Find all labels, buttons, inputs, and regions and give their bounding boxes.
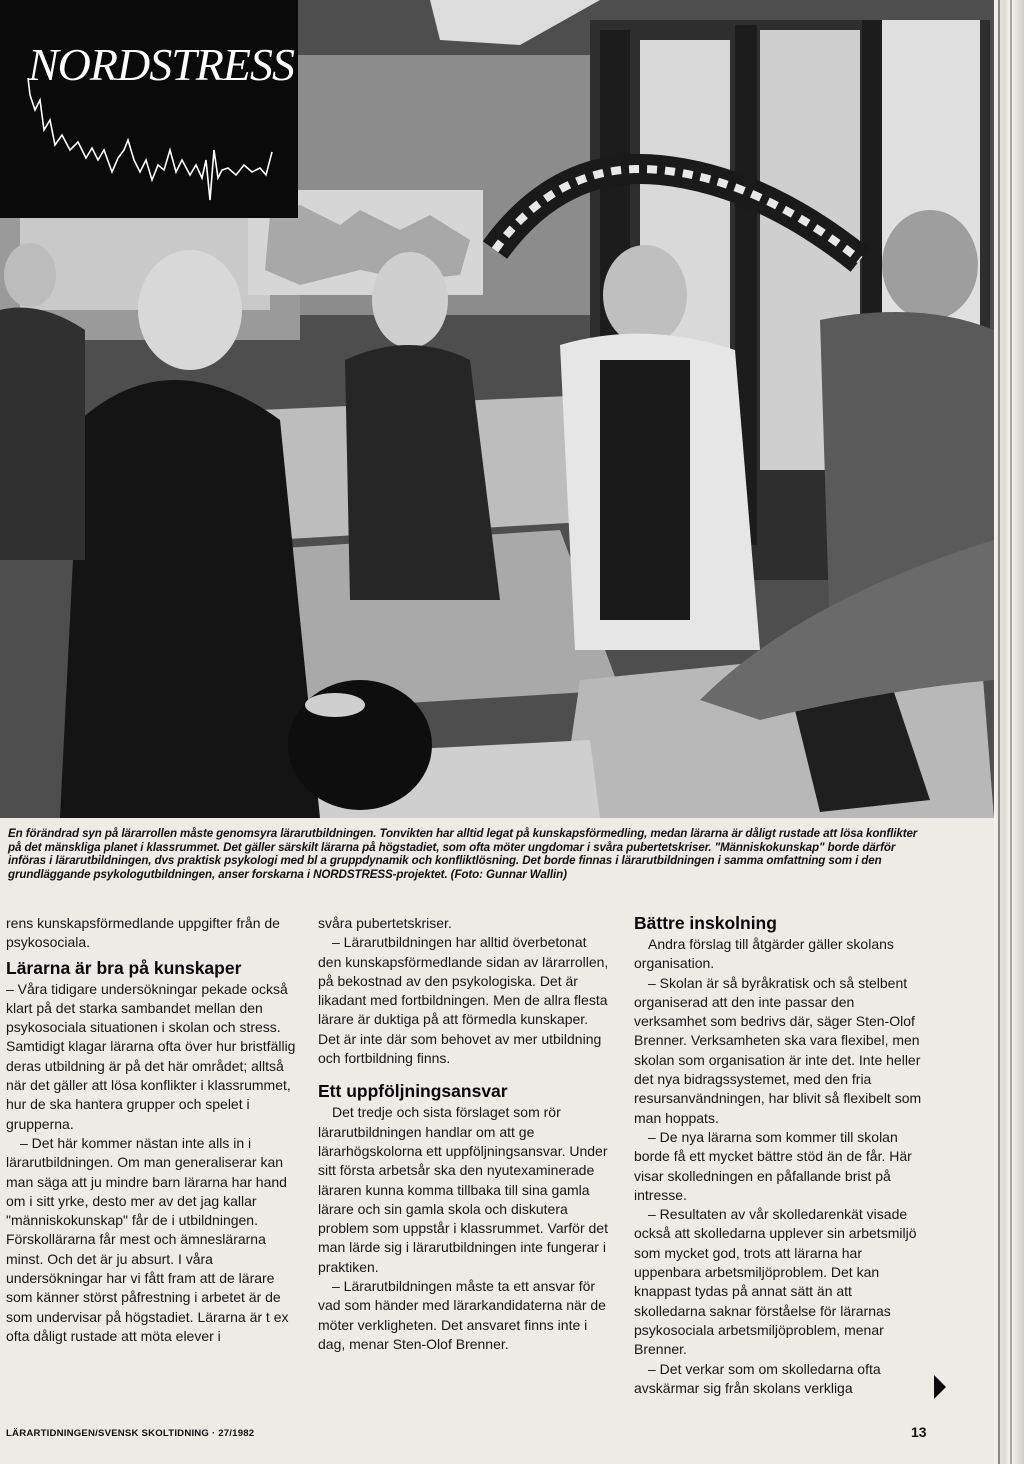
paragraph: – Det här kommer nästan inte alls in i lärarutbildningen. Om man generaliserar kan man säga att ju mindre barn lärarna har hand om i sitt yrke, desto mer av det jag kallar "människokunskap" får de i utbildningen. Förskollärarna får mest och ämneslärarna minst. Och det är ju absurt. I våra undersökningar har vi fått fram att de lärare som känner störst påfrestning i arbetet är de som undervisar på högstadiet. Lärarna är t ex ofta dåligt rustade att möta elever i <box>6 1134 289 1344</box>
edge-line <box>1010 0 1012 1464</box>
subheading: Lärarna är bra på kunskaper <box>6 957 242 978</box>
paragraph: – Lärarutbildningen måste ta ett ansvar för vad som händer med lärarkandidaterna när de möter verkligheten. Det ansvaret finns inte i dag, menar Sten-Olof Brenner. <box>318 1278 606 1352</box>
paragraph: – De nya lärarna som kommer till skolan borde få ett mycket bättre stöd än de får. Här visar skolledningen en påfallande brist på intresse. <box>634 1128 912 1203</box>
paragraph: – Det verkar som om skolledarna ofta avskärmar sig från skolans verkliga <box>634 1360 881 1396</box>
logo-title: NORDSTRESS <box>28 39 294 90</box>
subheading: Ett uppföljningsansvar <box>318 1081 508 1102</box>
photo-caption: En förändrad syn på lärarrollen måste genomsyra lärarutbildningen. Tonvikten har alltid legat på kunskapsförmedling, medan lärarna är dåligt rustade att lösa konflikter på det mänskliga planet i klassrummet. Det gäller särskilt lärarna på högstadiet, som ofta möter ungdomar i svåra pubertetskriser. "Människokunskap" borde därför införas i lärarutbildningen, dvs praktisk psykologi med bl a gruppdynamik och konfliktlösning. Det borde finnas i lärarutbildningen i samma omfattning som i den grundläggande psykologutbildningen, anser forskarna i NORDSTRESS-projektet. (Foto: Gunnar Wallin) <box>8 827 918 882</box>
paragraph: rens kunskapsförmedlande uppgifter från de psykosociala. <box>6 915 280 951</box>
paragraph: svåra pubertetskriser. <box>318 915 452 931</box>
article-column-3 <box>634 914 926 1398</box>
continue-arrow-icon <box>934 1375 946 1399</box>
paragraph: – Våra tidigare undersökningar pekade också klart på det starka sambandet mellan den psykosociala situationen i skolan och stress. Samtidigt klagar lärarna ofta över hur bristfällig deras utbildning är på det här området; alltså när det gäller att lösa konflikter i klassrummet, hur de ska hantera grupper och spelet i grupperna. <box>6 980 296 1132</box>
nordstress-logo <box>0 0 298 218</box>
paragraph: Det tredje och sista förslaget som rör lärarutbildningen handlar om att ge lärarhögskolorna ett uppföljningsansvar. Under sitt första arbetsår ska den nyutexaminerade läraren kunna komma tillbaka till sina gamla lärare och sin gamla skola och diskutera problem som uppstår i klassrummet. Varför det man lärde sig i lärarutbildningen inte fungerar i praktiken. <box>318 1104 608 1275</box>
article-column-1 <box>6 914 296 1346</box>
page-number: 13 <box>911 1424 927 1440</box>
article-column-2 <box>318 914 610 1354</box>
paragraph: – Resultaten av vår skolledarenkät visade också att skolledarna upplever sin arbetsmiljö som mycket god, trots att lärarna har uppenbara arbetsmiljöproblem. Det kan knappast tydas på annat sätt än att skolledarna saknar förståelse för lärarnas psykosociala arbetsmiljöproblem, menar Brenner. <box>634 1206 917 1358</box>
edge-line <box>998 0 1000 1464</box>
subheading: Bättre inskolning <box>634 913 777 933</box>
paragraph: Andra förslag till åtgärder gäller skolans organisation. <box>634 936 894 972</box>
page-edge <box>994 0 1024 1464</box>
publication-footer: LÄRARTIDNINGEN/SVENSK SKOLTIDNING · 27/1982 <box>6 1428 255 1439</box>
paragraph: – Skolan är så byråkratisk och så stelbent organiserad att den inte passar den verksamhet som bedrivs där, säger Sten-Olof Brenner. Verksamheten ska vara flexibel, men skolan som organisation är inte det. Inte heller det nya bidragssystemet, med den fria resursanvändningen, har blivit så flexibelt som man hoppats. <box>634 974 922 1126</box>
stress-graph-icon <box>0 0 298 218</box>
paragraph: – Lärarutbildningen har alltid överbetonat den kunskapsförmedlande sidan av lärarrollen, på bekostnad av den psykologiska. Det är likadant med fortbildningen. Men de allra flesta lärare är duktiga på att förmedla kunskaper. Det är inte där som behovet av mer utbildning och fortbildning finns. <box>318 934 609 1067</box>
